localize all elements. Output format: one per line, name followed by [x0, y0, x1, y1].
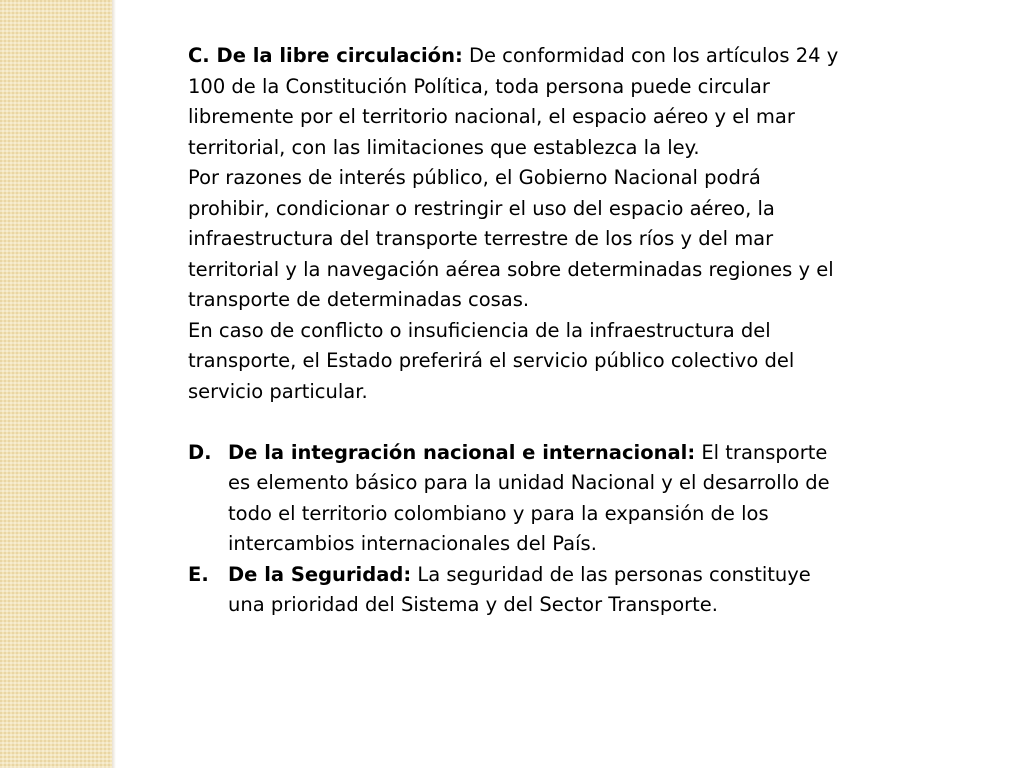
list-item-heading: De la Seguridad: [228, 562, 412, 586]
paragraph-spacer [188, 407, 848, 438]
section-c-heading: C. De la libre circulación: [188, 44, 463, 67]
list-item-body [228, 438, 848, 560]
section-c-intro: De conformidad con los artículos 24 y 100 de la Constitución Política, toda persona puede circular libremente por el territorio nacional, el espacio aéreo y el mar territorial, con las limitaciones que establezca la ley. [188, 44, 839, 159]
list-item-e [188, 560, 848, 621]
decorative-side-band [0, 0, 112, 768]
list-item-d [188, 438, 848, 560]
side-band-edge [112, 0, 116, 768]
list-item-body [228, 560, 848, 621]
slide-content [188, 41, 848, 621]
list-item-text: El transporte es elemento básico para la unidad Nacional y el desarrollo de todo el territorio colombiano y para la expansión de los intercambios internacionales del País. [228, 440, 830, 555]
section-c-paragraph-2: Por razones de interés público, el Gobierno Nacional podrá prohibir, condicionar o restringir el uso del espacio aéreo, la infraestructura del transporte terrestre de los ríos y del mar territorial y la navegación aérea sobre determinadas regiones y el transporte de determinadas cosas. [188, 166, 834, 311]
section-c-paragraph-3: En caso de conflicto o insuficiencia de la infraestructura del transporte, el Estado preferirá el servicio público colectivo del servicio particular. [188, 318, 795, 403]
list-item-heading: De la integración nacional e internacional: [228, 440, 696, 464]
list-item-text: La seguridad de las personas constituye una prioridad del Sistema y del Sector Transporte. [228, 562, 811, 616]
section-c-paragraph-1 [188, 41, 848, 163]
list-item-letter: D. [188, 440, 212, 464]
list-item-letter: E. [188, 562, 209, 586]
